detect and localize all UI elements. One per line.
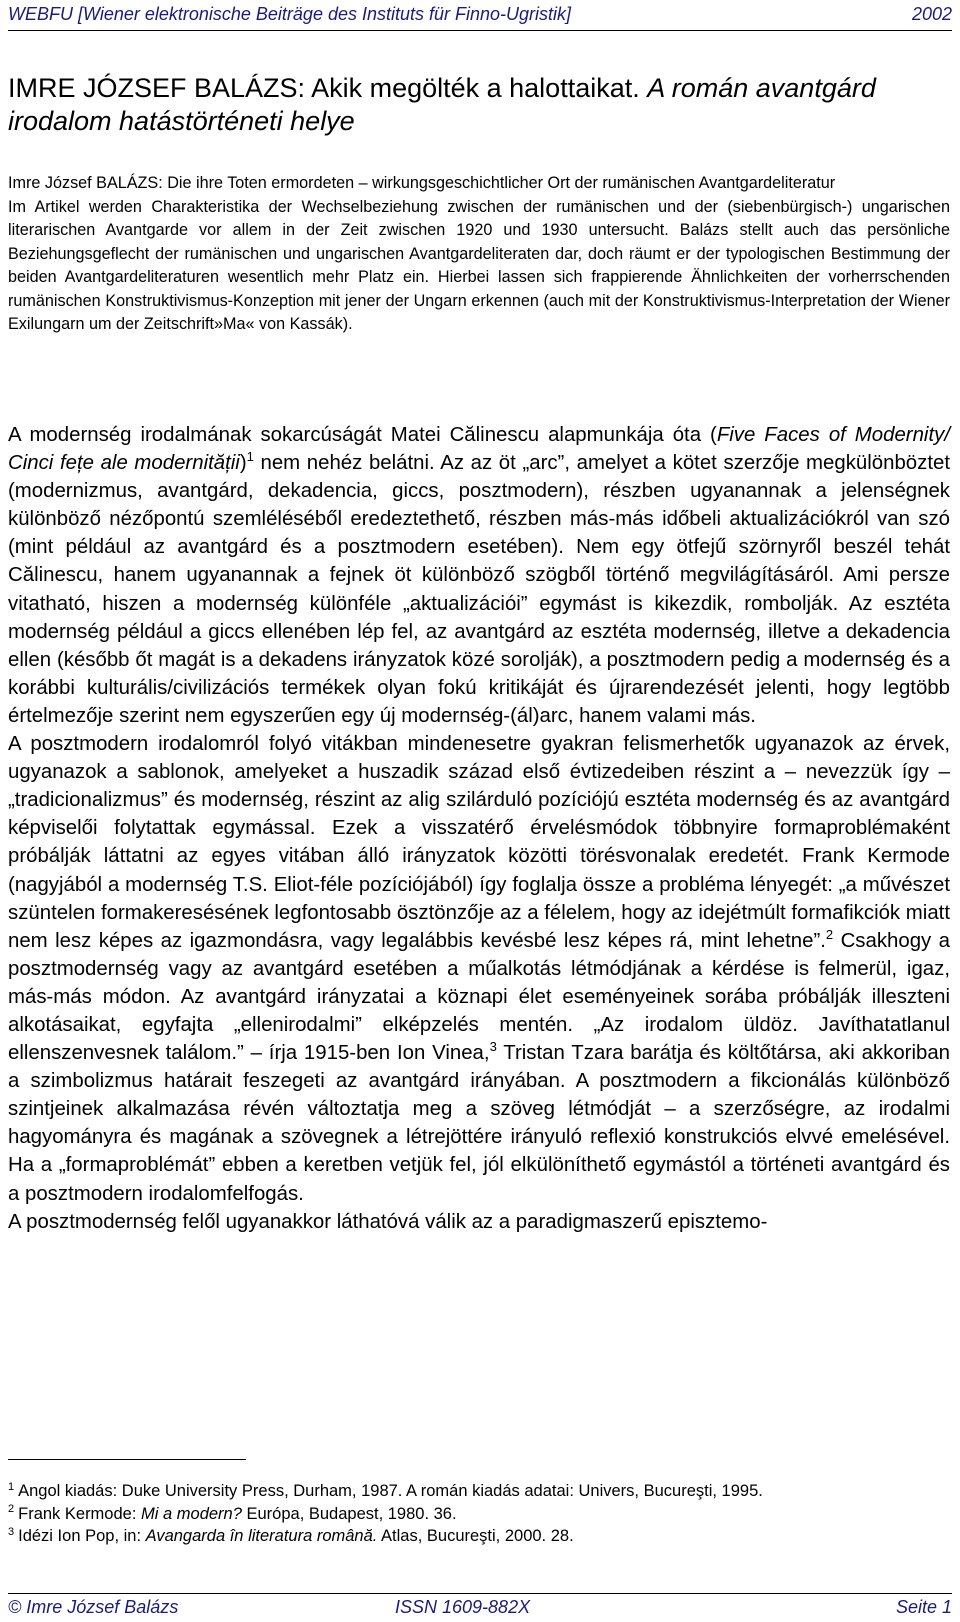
title-subtitle: A román avantgárd irodalom hatástörténeti helye (8, 73, 876, 136)
footer-page-number: Seite 1 (895, 1597, 952, 1617)
footnote-3: $^3$ Idézi Ion Pop, in: Avangarda în literatura română. Atlas, Bucureşti, 2000. 28. (8, 1525, 574, 1545)
header-year: 2002 (911, 4, 952, 24)
title-author: IMRE JÓZSEF BALÁZS: Akik megölték a halottaikat. (8, 73, 648, 103)
german-abstract (8, 172, 950, 337)
footer-issn: ISSN 1609-882X (395, 1597, 531, 1617)
footnotes (8, 1480, 928, 1548)
running-header (8, 2, 952, 31)
book-title: Five Faces of Modernity/ Cinci fețe ale modernității (8, 424, 950, 475)
abstract-text: Im Artikel werden Charakteristika der Wechselbeziehung zwischen der rumänischen und der (siebenbürgisch-) ungarischen literarischen Avantgarde vor allem in der Zeit zwischen 1920 und 1930 untersucht. Balázs stellt auch das persönliche Beziehungsgeflecht der rumänischen und ungarischen Avantgardeliteraten dar, doch räumt er der typologischen Bestimmung der beiden Avantgardeliteraturen wesentlich mehr Platz ein. Hierbei lassen sich frappierende Ähnlichkeiten der vorherrschenden rumänischen Konstruktivismus-Konzeption mit jener der Ungarn erkennen (auch mit der Konstruktivismus-Interpretation der Wiener Exilungarn um der Zeitschrift»Ma« von Kassák). (8, 197, 950, 333)
paragraph-2: A posztmodern irodalomról folyó vitákban mindenesetre gyakran felismerhetők ugyanazok az érvek, ugyanazok a sablonok, amelyeket a huszadik század első évtizedeiben részint a – nevezzük így – „tradicionalizmus” és modernség, részint az alig szilárduló pozíciójú esztéta modernség és az avantgárd képviselői folytattak egymással. Ezek a visszatérő érvelésmódok többnyire formaproblémaként próbálják láttatni az egyes vitában álló irányzatok közötti törésvonalak eredetét. Frank Kermode (nagyjából a modernség T.S. Eliot-féle pozíciójából) így foglalja össze a probléma lényegét: „a művészet szüntelen formakeresésének legfontosabb ösztönzője az a félelem, hogy az idejétmúlt formafikciók miatt nem lesz képes az igazmondásra, vagy legalábbis kevésbé lesz képes rá, mint lehetne”.$^2$ Csakhogy a posztmodernség vagy az avantgárd esetében a műalkotás létmódjának a kérdése is felmerül, igaz, más-más módon. Az avantgárd irányzatai a köznapi élet eseményeinek sorába próbálják illeszteni alkotásaikat, egyfajta „ellenirodalmi” elképzelés mentén. „Az irodalom üldöz. Javíthatatlanul ellenszenvesnek találom.” – írja 1915-ben Ion Vinea,$^3$ Tristan Tzara barátja és költőtársa, aki akkoriban a szimbolizmus határait feszegeti az avantgárd irányában. A posztmodern a fikcionálás különböző szintjeinek alkalmazása révén változtatja meg a szöveg létmódját – a szerzőségre, az irodalmi hagyományra és magának a szövegnek a létrejöttére irányuló reflexió konstrukciós elvvé emelésével. Ha a „formaproblémát” ebben a keretben vetjük fel, jól elkülöníthető egymástól a történeti avantgárd és a posztmodern irodalomfelfogás. (8, 733, 951, 1205)
journal-name: WEBFU [Wiener elektronische Beiträge des Instituts für Finno-Ugristik] (8, 4, 572, 24)
footnote-ref-3[interactable]: 3 (489, 1039, 497, 1055)
paragraph-3: A posztmodernség felől ugyanakkor láthatóvá válik az a paradigmaszerű episztemo- (8, 1210, 768, 1233)
footnote-separator (8, 1459, 246, 1460)
article-title (8, 72, 948, 138)
footnote-1: $^1$ Angol kiadás: Duke University Press, Durham, 1987. A román kiadás adatai: Univers, Bucureşti, 1995. (8, 1480, 763, 1500)
running-footer (8, 1593, 952, 1622)
footnote-ref-1[interactable]: 1 (246, 449, 254, 465)
footnote-2: $^2$ Frank Kermode: Mi a modern? Európa, Budapest, 1980. 36. (8, 1503, 457, 1523)
footer-copyright: © Imre József Balázs (8, 1597, 179, 1617)
footnote-ref-2[interactable]: 2 (825, 926, 834, 942)
abstract-heading: Imre József BALÁZS: Die ihre Toten ermordeten – wirkungsgeschichtlicher Ort der rumänischen Avantgardeliteratur (8, 174, 836, 192)
paragraph-1: A modernség irodalmának sokarcúságát Matei Călinescu alapmunkája óta (Five Faces of Modernity/ Cinci fețe ale modernității)$^1$ nem nehéz belátni. Az az öt „arc”, amelyet a kötet szerzője megkülönböztet (modernizmus, avantgárd, dekadencia, giccs, posztmodern), részben ugyanannak a jelenségnek különböző nézőpontú szemléléséből eredeztethető, részben más-más időbeli aktualizációkról van szó (mint például az avantgárd és a posztmodern esetében). Nem egy ötfejű szörnyről beszél tehát Călinescu, hanem ugyanannak a fejnek öt különböző szögből történő megvilágításáról. Ami persze vitatható, hiszen a modernség különféle „aktualizációi” egymást is kikezdik, rombolják. Az esztéta modernség például a giccs ellenében lép fel, az avantgárd az esztéta modernség, illetve a dekadencia ellen (később őt magát is a dekadens irányzatok közé sorolják), a posztmodern pedig a modernség és a korábbi kulturális/civilizációs termékek olyan fokú kritikáját és újrarendezését jelenti, hogy legtöbb értelmezője szerint nem egyszerűen egy új modernség-(ál)arc, hanem valami más. (8, 424, 950, 727)
article-body (8, 421, 950, 1236)
